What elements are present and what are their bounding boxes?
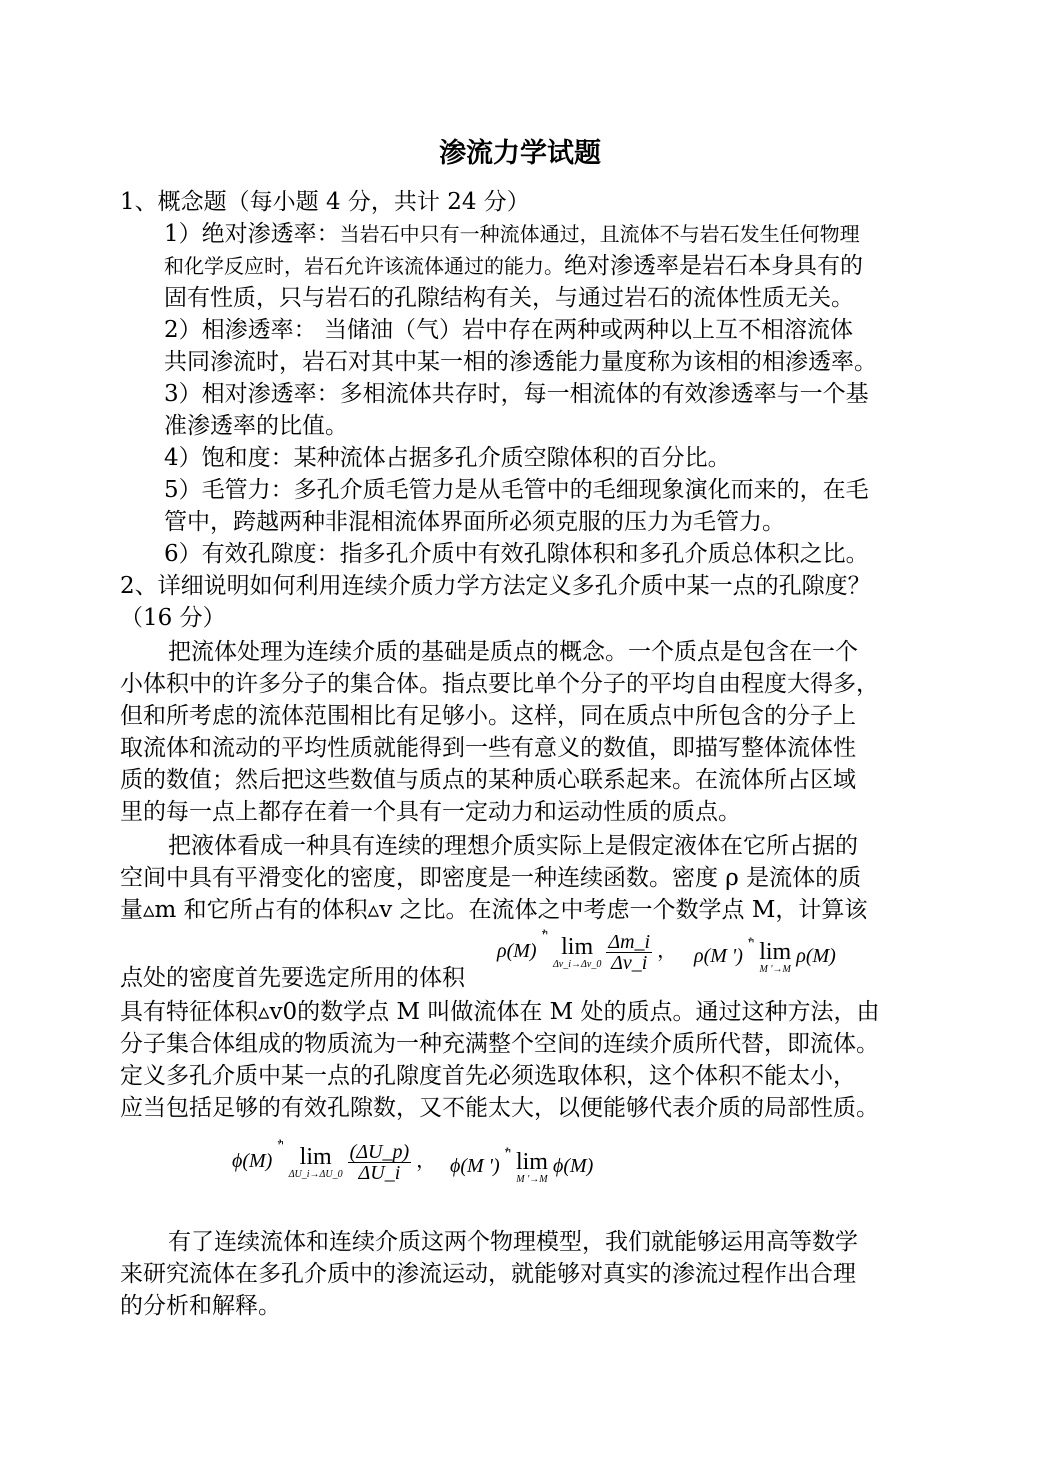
fraction-numerator: (ΔU_p) [349, 1141, 410, 1163]
fraction-denominator: ΔU_i [358, 1162, 401, 1184]
definition-line: 2）相渗透率： 当储油（气）岩中存在两种或两种以上互不相溶流体 [164, 317, 853, 343]
limit-word: lim [299, 1144, 332, 1170]
definition-line: 3）相对渗透率：多相流体共存时，每一相流体的有效渗透率与一个基 [164, 381, 869, 407]
paragraph-line: 把流体处理为连续介质的基础是质点的概念。一个质点是包含在一个 [168, 639, 858, 665]
question-1-heading: 1、概念题（每小题 4 分，共计 24 分） [120, 189, 530, 215]
paragraph-line: 里的每一点上都存在着一个具有一定动力和运动性质的质点。 [120, 799, 741, 825]
formula-symbol: ׯ [541, 929, 548, 940]
formula-separator: ， [416, 1150, 437, 1173]
paragraph-line: 小体积中的许多分子的集合体。指点要比单个分子的平均自由程度大得多， [120, 671, 879, 697]
limit-operator [759, 940, 791, 975]
limit-operator [289, 1145, 343, 1180]
limit-operator [553, 935, 601, 970]
limit-subscript: M '→M [759, 964, 791, 975]
definition-text: 和化学反应时，岩石允许该流体通过的能力。 [164, 254, 564, 278]
definition-line [164, 250, 863, 282]
paragraph-line: 空间中具有平滑变化的密度，即密度是一种连续函数。密度 ρ 是流体的质 [120, 865, 862, 891]
formula-symbol: ׯ [747, 937, 755, 948]
density-limit-formula [497, 929, 678, 974]
paragraph-line: 有了连续流体和连续介质这两个物理模型，我们就能够运用高等数学 [168, 1229, 858, 1255]
fraction-numerator: Δm_i [608, 931, 651, 953]
porosity-continuity-formula [450, 1147, 594, 1185]
paragraph-line: 具有特征体积▵v0的数学点 M 叫做流体在 M 处的质点。通过这种方法，由 [120, 999, 880, 1025]
paragraph-line: 应当包括足够的有效孔隙数，又不能太大，以便能够代表介质的局部性质。 [120, 1095, 879, 1121]
formula-lhs: ρ(M ') [694, 945, 743, 968]
formula-lhs: ρ(M) [497, 940, 537, 963]
limit-operator [516, 1150, 548, 1185]
limit-word: lim [515, 1149, 548, 1175]
paragraph-line: 的分析和解释。 [120, 1293, 281, 1319]
limit-subscript: M '→M [516, 1174, 548, 1185]
paragraph-line: 来研究流体在多孔介质中的渗流运动，就能够对真实的渗流过程作出合理 [120, 1261, 856, 1287]
definition-line: 4）饱和度：某种流体占据多孔介质空隙体积的百分比。 [164, 445, 731, 471]
definition-line: 固有性质，只与岩石的孔隙结构有关，与通过岩石的流体性质无关。 [164, 285, 854, 311]
question-2-heading: 2、详细说明如何利用连续介质力学方法定义多孔介质中某一点的孔隙度？ [120, 573, 871, 599]
formula-symbol: ׯ [277, 1139, 284, 1150]
limit-word: lim [759, 939, 792, 965]
page-title: 渗流力学试题 [439, 138, 601, 169]
formula-rhs: ρ(M) [796, 945, 836, 968]
density-continuity-formula [694, 937, 836, 975]
limit-word: lim [561, 934, 594, 960]
limit-subscript: ΔU_i→ΔU_0 [288, 1169, 343, 1180]
definition-line: 共同渗流时，岩石对其中某一相的渗透能力量度称为该相的相渗透率。 [164, 349, 877, 375]
porosity-limit-formula [232, 1139, 437, 1184]
paragraph-line: 质的数值；然后把这些数值与质点的某种质心联系起来。在流体所占区域 [120, 767, 856, 793]
formula-symbol: ׯ [504, 1147, 511, 1158]
definition-line: 管中，跨越两种非混相流体界面所必须克服的压力为毛管力。 [164, 509, 785, 535]
fraction [348, 1142, 412, 1183]
formula-rhs: ϕ(M) [552, 1155, 594, 1178]
definition-line: 6）有效孔隙度：指多孔介质中有效孔隙体积和多孔介质总体积之比。 [164, 541, 869, 567]
paragraph-line: 把液体看成一种具有连续的理想介质实际上是假定液体在它所占据的 [168, 833, 858, 859]
definition-line [164, 218, 860, 250]
paragraph-line: 取流体和流动的平均性质就能得到一些有意义的数值，即描写整体流体性 [120, 735, 856, 761]
fraction [606, 932, 652, 973]
formula-lhs: ϕ(M) [232, 1150, 273, 1173]
formula-lhs: ϕ(M ') [450, 1155, 500, 1178]
definition-line: 准渗透率的比值。 [164, 413, 348, 439]
definition-text: 绝对渗透率是岩石本身具有的 [564, 253, 863, 279]
fraction-denominator: Δv_i [611, 952, 648, 974]
paragraph-line: 但和所考虑的流体范围相比有足够小。这样，同在质点中所包含的分子上 [120, 703, 856, 729]
definition-text: 当岩石中只有一种流体通过，且流体不与岩石发生任何物理 [339, 222, 860, 246]
question-2-score: （16 分） [120, 605, 226, 631]
term-label: 1）绝对渗透率： [164, 221, 340, 247]
formula-separator: ， [657, 940, 678, 963]
paragraph-line: 定义多孔介质中某一点的孔隙度首先必须选取体积，这个体积不能太小， [120, 1063, 856, 1089]
paragraph-line: 点处的密度首先要选定所用的体积 [120, 965, 465, 991]
paragraph-line: 分子集合体组成的物质流为一种充满整个空间的连续介质所代替，即流体。 [120, 1031, 879, 1057]
definition-line: 5）毛管力：多孔介质毛管力是从毛管中的毛细现象演化而来的，在毛 [164, 477, 869, 503]
limit-subscript: Δv_i→Δv_0 [552, 959, 602, 970]
paragraph-line: 量▵m 和它所占有的体积▵v 之比。在流体之中考虑一个数学点 M，计算该 [120, 897, 868, 923]
